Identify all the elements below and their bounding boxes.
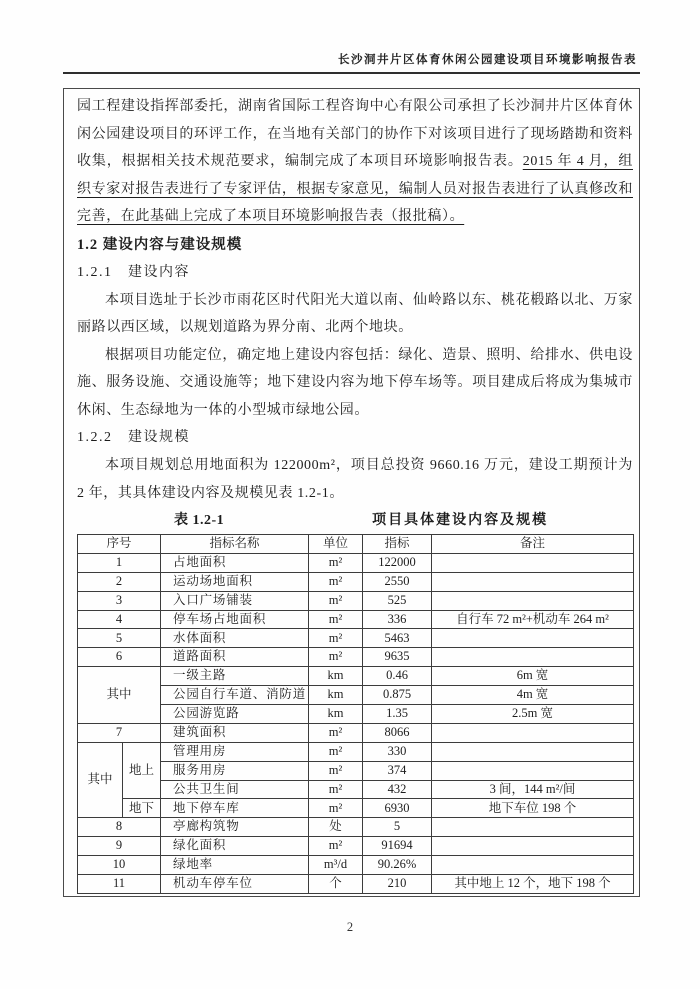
table-row <box>78 591 634 610</box>
paragraph-intro <box>77 93 633 231</box>
table-row <box>78 648 634 667</box>
table-cell: 地上 <box>123 742 161 799</box>
column-header: 序号 <box>78 535 161 554</box>
table-cell: 地下车位 198 个 <box>432 799 634 818</box>
paragraph-construction-content: 根据项目功能定位，确定地上建设内容包括：绿化、造景、照明、给排水、供电设施、服务设施、交通设施等；地下建设内容为地下停车场等。项目建成后将成为集城市休闲、生态绿地为一体的小型城市绿地公园。 <box>77 347 633 418</box>
paragraph-intro-text: 园工程建设指挥部委托，湖南省国际工程咨询中心有限公司承担了长沙洞井片区体育休闲公园建设项目的环评工作，在当地有关部门的协作下对该项目进行了现场踏勘和资料收集，根据相关技术规范要求，编制完成了本项目环境影响报告表。 <box>77 99 633 169</box>
table-cell: 210 <box>363 875 432 894</box>
table-cell: 绿化面积 <box>161 837 309 856</box>
table-cell: 公共卫生间 <box>161 780 309 799</box>
table-row <box>78 572 634 591</box>
table-caption-label: 表 1.2-1 <box>174 513 225 528</box>
table-cell: 一级主路 <box>161 667 309 686</box>
table-row <box>78 686 634 705</box>
page-number: 2 <box>346 920 354 934</box>
table-body <box>78 553 634 893</box>
paragraph-intro-underlined-revision: 2015 年 4 月，组织专家对报告表进行了专家评估，根据专家意见，编制人员对报告表进行了认真修改和完善，在此基础上完成了本项目环境影响报告表（报批稿）。 <box>77 154 633 224</box>
table-cell: 服务用房 <box>161 761 309 780</box>
column-header: 单位 <box>309 535 363 554</box>
table-row <box>78 705 634 724</box>
table-row <box>78 799 634 818</box>
table-cell: 5463 <box>363 629 432 648</box>
table-cell: km <box>309 667 363 686</box>
table-cell: 亭廊构筑物 <box>161 818 309 837</box>
table-cell: km <box>309 686 363 705</box>
table-cell: 3 <box>78 591 161 610</box>
table-cell: 6 <box>78 648 161 667</box>
table-cell: m² <box>309 591 363 610</box>
table-row <box>78 837 634 856</box>
table-cell: 地下 <box>123 799 161 818</box>
table-cell: 其中地上 12 个，地下 198 个 <box>432 875 634 894</box>
table-cell: 2 <box>78 572 161 591</box>
table-cell: 自行车 72 m²+机动车 264 m² <box>432 610 634 629</box>
table-cell: 公园游览路 <box>161 705 309 724</box>
table-cell: 2550 <box>363 572 432 591</box>
table-cell: 10 <box>78 856 161 875</box>
table-cell: 其中 <box>78 742 123 818</box>
table-cell <box>432 572 634 591</box>
table-cell: 道路面积 <box>161 648 309 667</box>
table-cell: 525 <box>363 591 432 610</box>
table-cell: 8 <box>78 818 161 837</box>
table-cell <box>432 761 634 780</box>
table-cell: 9 <box>78 837 161 856</box>
table-cell: 2.5m 宽 <box>432 705 634 724</box>
paragraph-construction-scale: 本项目规划总用地面积为 122000m²，项目总投资 9660.16 万元，建设工期预计为 2 年，其具体建设内容及规模见表 1.2-1。 <box>77 458 633 501</box>
table-cell: m² <box>309 629 363 648</box>
table-row <box>78 856 634 875</box>
table-cell <box>432 591 634 610</box>
table-cell: 6m 宽 <box>432 667 634 686</box>
column-header: 备注 <box>432 535 634 554</box>
table-row <box>78 667 634 686</box>
paragraph-site-location: 本项目选址于长沙市雨花区时代阳光大道以南、仙岭路以东、桃花椴路以北、万家丽路以西区域，以规划道路为界分南、北两个地块。 <box>77 292 633 335</box>
table-header-row <box>78 535 634 554</box>
table-caption-title: 项目具体建设内容及规模 <box>372 513 549 528</box>
table-cell: 水体面积 <box>161 629 309 648</box>
table-row <box>78 742 634 761</box>
running-header-title: 长沙洞井片区体育休闲公园建设项目环境影响报告表 <box>338 54 637 66</box>
table-cell <box>432 818 634 837</box>
table-cell: 1.35 <box>363 705 432 724</box>
table-cell <box>432 648 634 667</box>
table-cell: 3 间，144 m²/间 <box>432 780 634 799</box>
table-cell: m² <box>309 799 363 818</box>
table-cell: m² <box>309 610 363 629</box>
table-cell: 8066 <box>363 723 432 742</box>
table-cell: 入口广场铺装 <box>161 591 309 610</box>
table-cell: 机动车停车位 <box>161 875 309 894</box>
table-row <box>78 780 634 799</box>
table-cell: 91694 <box>363 837 432 856</box>
table-cell <box>432 629 634 648</box>
table-cell: 6930 <box>363 799 432 818</box>
table-cell: 管理用房 <box>161 742 309 761</box>
table-caption <box>77 508 633 533</box>
table-cell <box>432 723 634 742</box>
table-cell: m³/d <box>309 856 363 875</box>
table-cell: 330 <box>363 742 432 761</box>
table-row <box>78 818 634 837</box>
table-cell <box>432 856 634 875</box>
construction-scale-table <box>77 534 634 894</box>
table-row <box>78 723 634 742</box>
table-cell: 5 <box>363 818 432 837</box>
column-header: 指标名称 <box>161 535 309 554</box>
table-cell: 4 <box>78 610 161 629</box>
table-cell: 11 <box>78 875 161 894</box>
table-cell <box>432 742 634 761</box>
table-cell: m² <box>309 553 363 572</box>
table-row <box>78 629 634 648</box>
table-cell: m² <box>309 572 363 591</box>
table-cell: 处 <box>309 818 363 837</box>
table-cell: 0.46 <box>363 667 432 686</box>
table-cell: 374 <box>363 761 432 780</box>
table-cell: 0.875 <box>363 686 432 705</box>
table-cell: 336 <box>363 610 432 629</box>
table-cell: 432 <box>363 780 432 799</box>
table-cell: 5 <box>78 629 161 648</box>
table-row <box>78 761 634 780</box>
table-row <box>78 553 634 572</box>
column-header: 指标 <box>363 535 432 554</box>
table-cell: m² <box>309 780 363 799</box>
table-cell: m² <box>309 761 363 780</box>
table-row <box>78 875 634 894</box>
table-cell: 个 <box>309 875 363 894</box>
table-cell: m² <box>309 648 363 667</box>
heading-1-2-construction-content-and-scale: 1.2 建设内容与建设规模 <box>77 236 243 253</box>
table-cell: 4m 宽 <box>432 686 634 705</box>
table-cell <box>432 553 634 572</box>
header-rule <box>63 72 640 74</box>
table-cell: 运动场地面积 <box>161 572 309 591</box>
table-cell: 7 <box>78 723 161 742</box>
table-cell: 绿地率 <box>161 856 309 875</box>
table-cell: 地下停车库 <box>161 799 309 818</box>
table-cell <box>432 837 634 856</box>
heading-1-2-1-construction-content: 1.2.1 建设内容 <box>77 264 190 280</box>
table-cell: 1 <box>78 553 161 572</box>
table-row <box>78 610 634 629</box>
table-cell: 其中 <box>78 667 161 724</box>
table-cell: m² <box>309 837 363 856</box>
table-cell: 占地面积 <box>161 553 309 572</box>
table-cell: 122000 <box>363 553 432 572</box>
heading-1-2-2-construction-scale: 1.2.2 建设规模 <box>77 430 190 445</box>
table-cell: 9635 <box>363 648 432 667</box>
table-cell: 建筑面积 <box>161 723 309 742</box>
table-cell: km <box>309 705 363 724</box>
table-cell: m² <box>309 742 363 761</box>
table-cell: 停车场占地面积 <box>161 610 309 629</box>
table-cell: 90.26% <box>363 856 432 875</box>
table-head <box>78 535 634 554</box>
table-cell: m² <box>309 723 363 742</box>
table-cell: 公园自行车道、消防道 <box>161 686 309 705</box>
content-box <box>63 88 640 897</box>
